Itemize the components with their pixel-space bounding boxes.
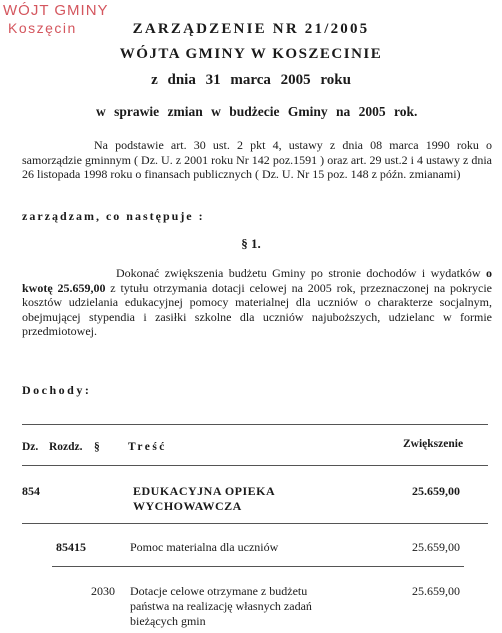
header-tresc: Treść (128, 441, 167, 453)
stamp-line2: Koszęcin (8, 20, 77, 36)
dochody-heading: Dochody: (22, 383, 92, 397)
table-top-rule (22, 424, 488, 425)
order-phrase: zarządzam, co następuje : (22, 209, 205, 223)
header-rozdz: Rozdz. (49, 441, 83, 453)
header-dz: Dz. (22, 441, 39, 453)
document-date: z dnia 31 marca 2005 roku (151, 72, 351, 88)
body-paragraph (22, 266, 492, 339)
table-header-rule (22, 465, 488, 466)
document-issuer: WÓJTA GMINY W KOSZECINIE (119, 46, 383, 62)
body-rest: z tytułu otrzymania dotacji celowej na 2005 rok, przeznaczonej na pokrycie kosztów udzielania edukacyjnej pomocy materialnej dla uczniów o charakterze socjalnym, obejmującej stypendia i zasiłki szkolne dla uczniów najuboższych, udzielanc w formie przedmiotowej. (22, 280, 492, 338)
header-paragraph: § (94, 441, 100, 453)
table-row-paragraph: 2030 (91, 584, 115, 598)
document-title: ZARZĄDZENIE NR 21/2005 (132, 21, 370, 37)
header-zwiekszenie: Zwiększenie (403, 438, 464, 450)
table-row-dz: 854 (22, 484, 40, 498)
stamp-line1: WÓJT GMINY (3, 2, 109, 19)
body-amount: o kwotę 25.659,00 (22, 266, 492, 295)
document-subject: w sprawie zmian w budżecie Gminy na 2005 rok. (96, 104, 418, 119)
table-row-value: 25.659,00 (412, 484, 460, 498)
table-row-rule-85415 (52, 566, 464, 567)
table-row-desc: Dotacje celowe otrzymane z budżetu państwa na realizację własnych zadań bieżących gmin (130, 584, 312, 628)
table-row-desc: EDUKACYJNA OPIEKA WYCHOWAWCZA (133, 484, 275, 513)
table-row-value: 25.659,00 (412, 540, 460, 554)
table-row-rozdz: 85415 (56, 540, 86, 554)
table-row-desc: Pomoc materialna dla uczniów (130, 540, 279, 554)
section-mark: § 1. (241, 236, 261, 251)
table-row-value: 25.659,00 (412, 584, 460, 598)
table-row-rule-854 (22, 523, 488, 524)
preamble-paragraph: Na podstawie art. 30 ust. 2 pkt 4, ustawy z dnia 08 marca 1990 roku o samorządzie gminnym ( Dz. U. z 2001 roku Nr 142 poz.1591 ) oraz art. 29 ust.2 i 4 ustawy z dnia 26 listopada 1998 roku o finansach publicznych ( Dz. U. Nr 15 poz. 148 z późn. zmianami) (22, 138, 492, 181)
body-lead: Dokonać zwiększenia budżetu Gminy po stronie dochodów i wydatków (116, 266, 481, 280)
